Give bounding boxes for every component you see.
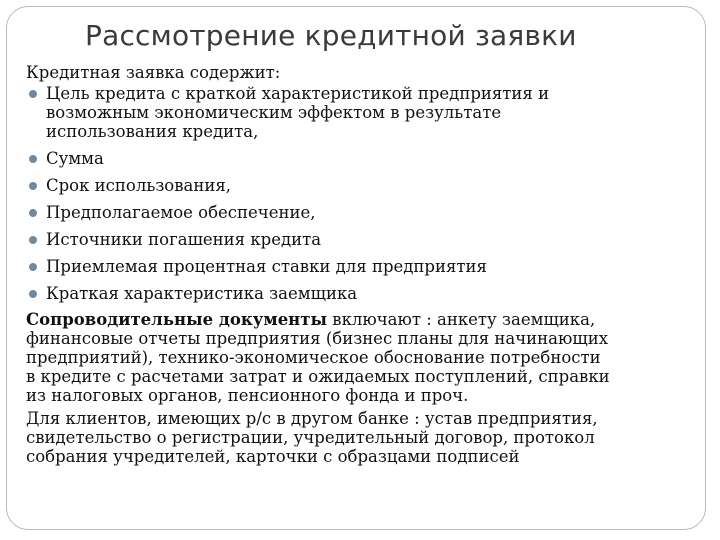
paragraph-line: финансовые отчеты предприятия (бизнес планы для начинающих	[26, 329, 609, 348]
slide-content	[26, 63, 706, 466]
slide-frame	[6, 6, 706, 530]
bullet-dot-icon	[29, 290, 37, 298]
requirements-list	[26, 84, 706, 303]
list-item-line: Цель кредита с краткой характеристикой предприятия и	[46, 84, 550, 103]
list-item	[26, 230, 706, 249]
paragraph-line	[26, 310, 706, 329]
bullet-dot-icon	[29, 263, 37, 271]
supporting-documents-label: Сопроводительные документы	[26, 310, 328, 329]
supporting-documents-paragraph	[26, 310, 706, 405]
bullet-dot-icon	[29, 155, 37, 163]
list-item-line: Предполагаемое обеспечение,	[46, 203, 316, 222]
list-item	[26, 203, 706, 222]
intro-text: Кредитная заявка содержит:	[26, 63, 281, 82]
list-item-line: Приемлемая процентная ставки для предприятия	[46, 257, 487, 276]
list-item	[26, 176, 706, 195]
list-item-line: Источники погашения кредита	[46, 230, 322, 249]
other-bank-clients-paragraph	[26, 409, 706, 466]
bullet-dot-icon	[29, 182, 37, 190]
paragraph-line: собрания учредителей, карточки с образцами подписей	[26, 447, 520, 466]
bullet-dot-icon	[29, 209, 37, 217]
list-item-line: Срок использования,	[46, 176, 232, 195]
list-item	[26, 257, 706, 276]
list-item-line: использования кредита,	[46, 122, 259, 141]
list-item	[26, 149, 706, 168]
list-item-line: возможным экономическим эффектом в результате	[46, 103, 502, 122]
paragraph-text: включают : анкету заемщика,	[327, 310, 596, 329]
paragraph-line: предприятий), технико-экономическое обоснование потребности	[26, 348, 601, 367]
list-item	[26, 284, 706, 303]
paragraph-line: Для клиентов, имеющих р/с в другом банке : устав предприятия,	[26, 409, 598, 428]
slide-title: Рассмотрение кредитной заявки	[85, 19, 577, 52]
paragraph-line: свидетельство о регистрации, учредительный договор, протокол	[26, 428, 595, 447]
bullet-dot-icon	[29, 90, 37, 98]
list-item-line: Краткая характеристика заемщика	[46, 284, 358, 303]
paragraph-line: из налоговых органов, пенсионного фонда и проч.	[26, 386, 469, 405]
list-item-line: Сумма	[46, 149, 104, 168]
paragraph-line: в кредите с расчетами затрат и ожидаемых поступлений, справки	[26, 367, 610, 386]
list-item	[26, 84, 706, 141]
bullet-dot-icon	[29, 236, 37, 244]
